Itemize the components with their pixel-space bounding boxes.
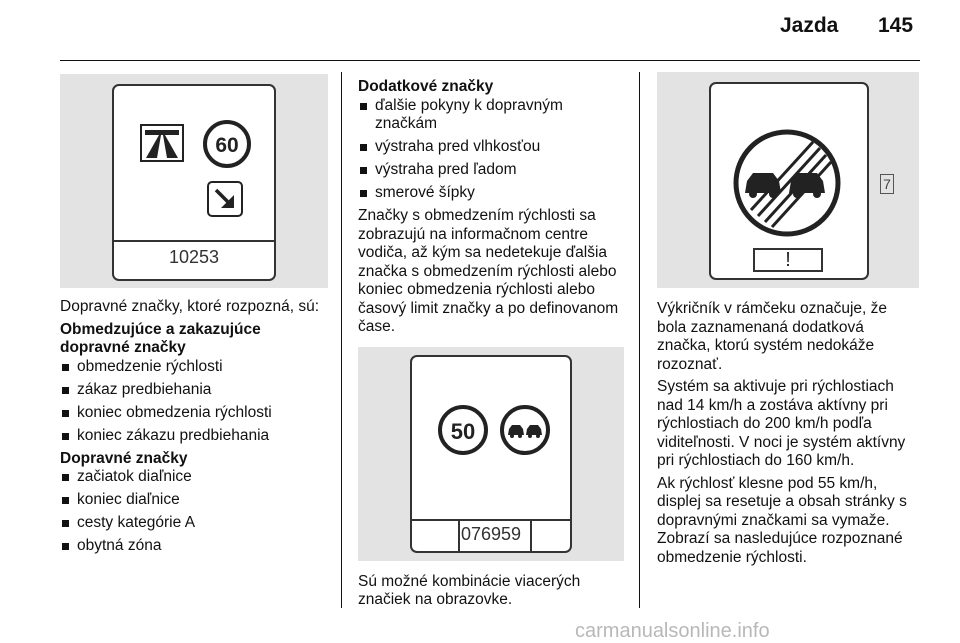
list-item: cesty kategórie A: [60, 514, 328, 533]
list-item: výstraha pred vlhkosťou: [358, 138, 628, 157]
column-2: [358, 78, 628, 614]
list-item: koniec diaľnice: [60, 491, 328, 510]
exclamation-label: !: [785, 249, 791, 271]
list-item: začiatok diaľnice: [60, 468, 328, 487]
column-divider-2: [639, 72, 640, 608]
column-1: [60, 74, 328, 560]
list-item: obytná zóna: [60, 537, 328, 556]
group3-list: [358, 97, 628, 203]
list-item: koniec zákazu predbiehania: [60, 427, 328, 446]
header-rule: [60, 60, 920, 61]
display-panel: [709, 82, 869, 280]
end-of-no-overtaking-sign: [731, 127, 843, 239]
column-3: [657, 72, 919, 571]
sign-footer-divider: [114, 240, 274, 242]
paragraph-2: Systém sa aktivuje pri rýchlostiach nad 14 km/h a zostáva aktívny pri rýchlostiach do 200 km/h podľa viditeľnosti. V noci je systém aktívny pri rýchlostiach do 160 km/h.: [657, 378, 906, 469]
motorway-icon: [140, 124, 184, 162]
speed-limit-50-label: 50: [450, 418, 476, 444]
page-header-title: Jazda: [780, 14, 839, 37]
group3-heading: Dodatkové značky: [358, 78, 494, 95]
paragraph-3: Ak rýchlosť klesne pod 55 km/h, displej sa resetuje a obsah stránky s dopravnými značkami sa vymaže. Zobrazí sa nasledujúce rozpoznané obmedzenie rýchlosti.: [657, 474, 907, 566]
speed-limit-60-label: 60: [215, 134, 239, 157]
list-item: obmedzenie rýchlosti: [60, 358, 328, 377]
watermark: carmanualsonline.info: [575, 620, 770, 642]
no-overtaking-icon: [499, 404, 551, 456]
list-item: zákaz predbiehania: [60, 381, 328, 400]
figure-motorway-sign: [60, 74, 328, 288]
list-item: smerové šípky: [358, 184, 628, 203]
figure-end-no-overtaking: [657, 72, 919, 288]
figure-caption: Sú možné kombinácie viacerých značiek na obrazovke.: [358, 572, 581, 608]
intro-text: Dopravné značky, ktoré rozpozná, sú:: [60, 298, 320, 315]
figure-speed-and-overtaking: [358, 347, 624, 561]
list-item: výstraha pred ľadom: [358, 161, 628, 180]
group2-heading: Dopravné značky: [60, 449, 188, 467]
list-item: koniec obmedzenia rýchlosti: [60, 404, 328, 423]
figure-number: 10253: [168, 247, 220, 267]
figure-number: 076959: [460, 523, 522, 544]
group2-list: [60, 468, 328, 556]
page-number: 145: [878, 14, 914, 37]
group1-list: [60, 358, 328, 446]
paragraph-1: Výkričník v rámčeku označuje, že bola zaznamenaná dodatková značka, ktorú systém nedokáže rozoznať.: [657, 300, 888, 373]
speed-limit-50-sign: [437, 404, 489, 456]
group1-heading: Obmedzujúce a zakazujúce dopravné značky: [60, 320, 261, 356]
info-paragraph: Značky s obmedzením rýchlosti sa zobrazujú na informačnom centre vodiča, až kým sa nedetekuje ďalšia značka s obmedzením rýchlosti alebo koniec obmedzenia rýchlosti alebo časový limit značky a po definovanom čase.: [358, 207, 619, 335]
display-panel: [112, 84, 276, 281]
unrecognized-sign-box: [753, 248, 823, 272]
column-divider-1: [341, 72, 342, 608]
figure-side-mark: 7: [880, 174, 894, 194]
display-panel: [410, 355, 572, 553]
speed-limit-60-sign: [202, 119, 252, 169]
list-item: ďalšie pokyny k dopravným značkám: [358, 97, 628, 134]
arrow-down-right-icon: [207, 181, 243, 217]
